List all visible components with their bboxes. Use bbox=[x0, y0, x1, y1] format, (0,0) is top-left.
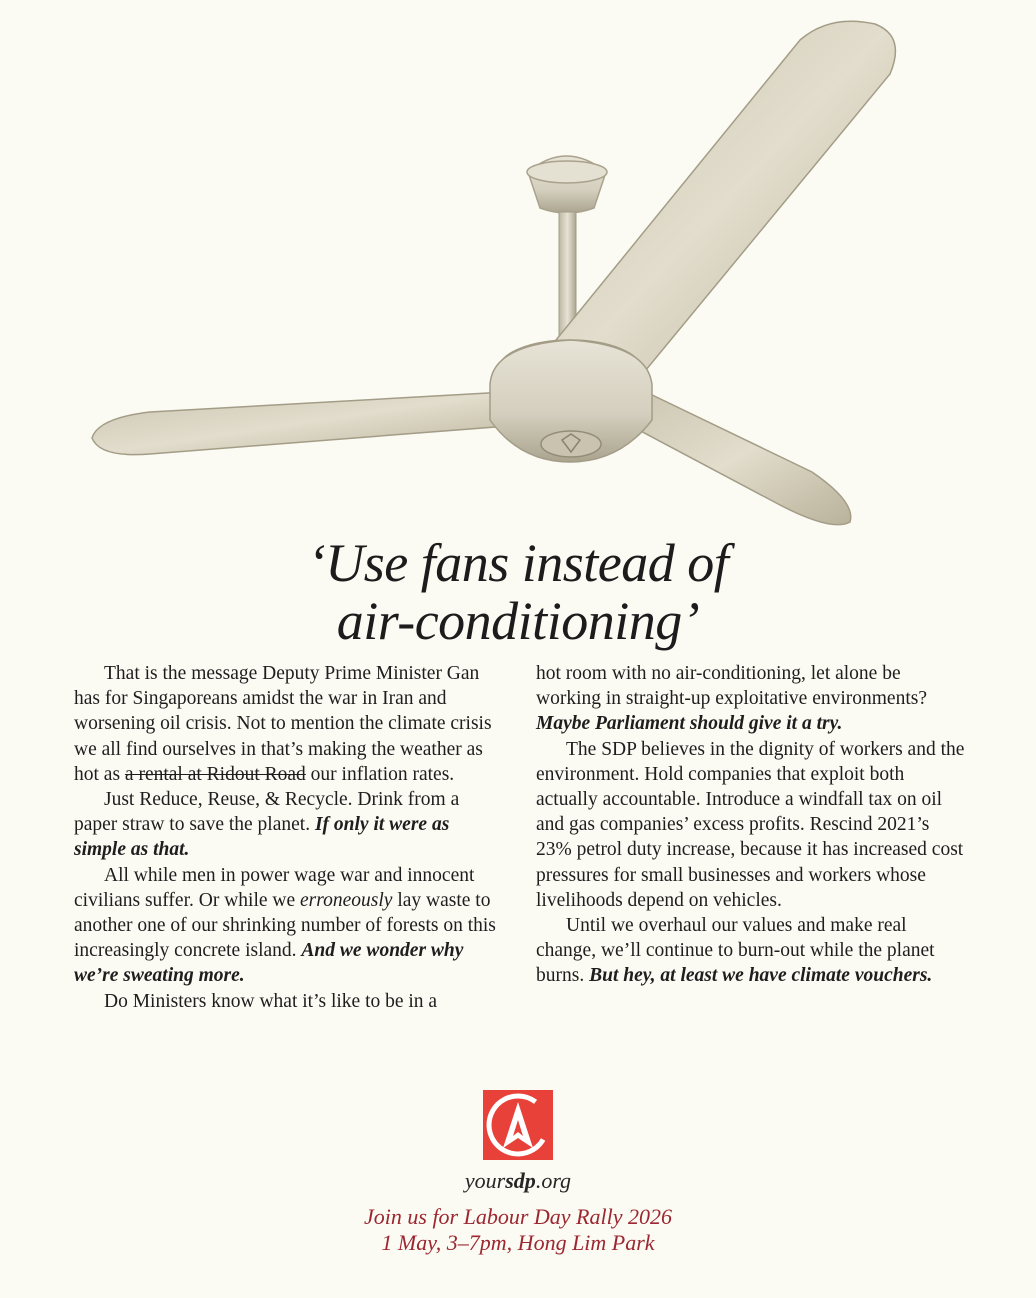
headline-line-1: ‘Use fans instead of bbox=[307, 533, 729, 593]
paragraph-4-continued bbox=[536, 661, 968, 737]
rally-line-1: Join us for Labour Day Rally 2026 bbox=[364, 1204, 672, 1229]
paragraph-6 bbox=[536, 913, 968, 989]
headline bbox=[0, 534, 1036, 650]
paragraph-1-text: That is the message Deputy Prime Minister Gan has for Singaporeans amidst the war in Iran and worsening oil crisis. Not to mention the climate crisis we all find ourselves in that’s making the weather as hot as bbox=[74, 663, 492, 785]
right-column bbox=[536, 661, 968, 989]
strikethrough-text: a rental at Ridout Road bbox=[124, 763, 306, 785]
paragraph-4-start bbox=[74, 989, 506, 1014]
ceiling-fan-illustration bbox=[0, 0, 1036, 560]
headline-line-2: air-conditioning’ bbox=[336, 591, 700, 651]
sdp-logo-icon bbox=[483, 1090, 553, 1160]
rally-line-2: 1 May, 3–7pm, Hong Lim Park bbox=[381, 1230, 655, 1255]
left-column bbox=[74, 661, 506, 1014]
rally-announcement bbox=[0, 1204, 1036, 1256]
ceiling-fan-icon bbox=[0, 0, 1036, 560]
paragraph-3-italic: erroneously bbox=[300, 889, 393, 911]
paragraph-5-text: The SDP believes in the dignity of workers and the environment. Hold companies that exploit both actually accountable. Introduce a windfall tax on oil and gas companies’ excess profits. Rescind 2021’s 23% petrol duty increase, because it has increased cost pressures for small businesses and workers whose livelihoods depend on vehicles. bbox=[536, 738, 965, 911]
paragraph-1-text-end: our inflation rates. bbox=[305, 763, 455, 785]
paragraph-3-emphasis: And we wonder why we’re sweating more. bbox=[74, 940, 464, 987]
site-suffix: .org bbox=[535, 1168, 572, 1193]
site-prefix: your bbox=[464, 1168, 506, 1193]
paragraph-2-emphasis: If only it were as simple as that. bbox=[74, 814, 450, 861]
website-link[interactable] bbox=[0, 1168, 1036, 1194]
paragraph-3 bbox=[74, 863, 506, 989]
paragraph-2-text: Just Reduce, Reuse, & Recycle. Drink from a paper straw to save the planet. bbox=[74, 789, 460, 836]
paragraph-3-text-mid: lay waste to another one of our shrinking number of forests on this increasingly concrete island. bbox=[74, 889, 496, 962]
paragraph-2 bbox=[74, 787, 506, 863]
paragraph-6-text: Until we overhaul our values and make real change, we’ll continue to burn-out while the planet burns. bbox=[536, 915, 935, 987]
paragraph-3-text: All while men in power wage war and innocent civilians suffer. Or while we bbox=[74, 864, 475, 911]
site-bold: sdp bbox=[505, 1168, 536, 1193]
paragraph-4-emphasis: Maybe Parliament should give it a try. bbox=[536, 713, 843, 735]
paragraph-4-cont-text: hot room with no air-conditioning, let alone be working in straight-up exploitative environments? bbox=[536, 663, 927, 710]
paragraph-4-text: Do Ministers know what it’s like to be in a bbox=[104, 990, 438, 1012]
paragraph-6-emphasis: But hey, at least we have climate vouchers. bbox=[589, 965, 933, 987]
paragraph-5 bbox=[536, 737, 968, 913]
paragraph-1 bbox=[74, 661, 506, 787]
